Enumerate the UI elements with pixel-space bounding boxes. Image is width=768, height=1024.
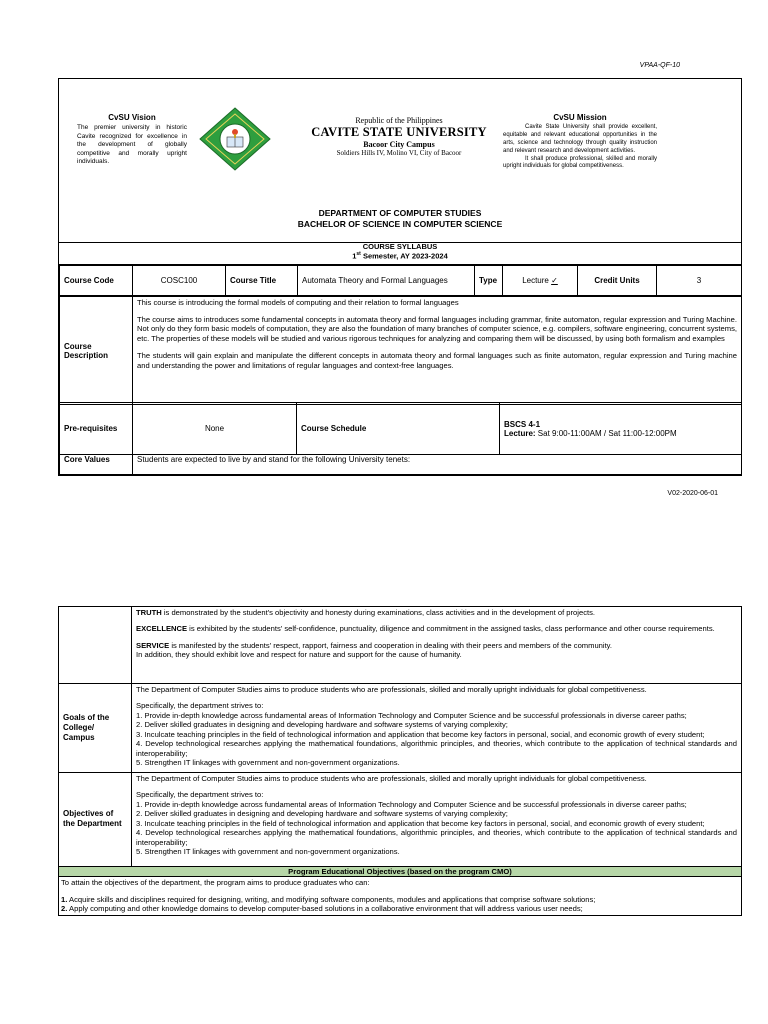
form-code: VPAA-QF-10 — [639, 62, 680, 69]
objectives-row — [59, 772, 742, 866]
course-description-label: Course Description — [60, 297, 133, 405]
peo-intro: To attain the objectives of the department, the program aims to produce graduates who can: — [61, 878, 370, 888]
objectives-intro: The Department of Computer Studies aims to produce students who are professionals, skilled and morally upright individuals for global competitiveness. — [136, 773, 647, 783]
goals-item-5: 5. Strengthen IT linkages with government and non-government organizations. — [136, 758, 400, 768]
core-values-label: Core Values — [60, 455, 133, 475]
lecture-schedule: Lecture: Sat 9:00-11:00AM / Sat 11:00-12:00PM — [504, 428, 677, 438]
course-schedule-label: Course Schedule — [297, 403, 500, 455]
description-para-2: The course aims to introduces some fundamental concepts in automata theory and formal languages including grammar, finite automaton, regular expression and Turing Machine. Not only do they form basic models of computation, they are also the foundation of many branches of computer science, e.g. compilers, software engineering, concurrent systems, etc. The properties of these models will be studied and various rigorous techniques for analyzing and comparing them will be discussed, by using both formalism and examples — [137, 314, 737, 344]
course-code-label: Course Code — [60, 266, 133, 296]
goals-row — [59, 684, 742, 773]
goals-item-4: 4. Develop technological researches applying the mathematical foundations, algorithmic principles, and theories, which contribute to the application of technical standards and interoperability; — [136, 739, 737, 758]
course-code-value: COSC100 — [133, 266, 226, 296]
university-block — [299, 116, 499, 157]
peo-text — [59, 877, 742, 915]
mission-block — [503, 113, 657, 171]
cvsu-seal-icon — [199, 107, 271, 171]
objectives-item-4: 4. Develop technological researches applying the mathematical foundations, algorithmic principles, and theories, which contribute to the application of technical standards and interoperability; — [136, 828, 737, 847]
description-row — [60, 297, 742, 405]
type-value: Lecture ✓ — [503, 266, 578, 296]
goals-item-3: 3. Inculcate teaching principles in the field of technological information and application that become key factors in personal, social, and economic growth of every student; — [136, 729, 705, 739]
section-name: BSCS 4-1 — [504, 419, 541, 429]
course-info-row — [60, 266, 742, 296]
objectives-item-3: 3. Inculcate teaching principles in the field of technological information and application that become key factors in personal, social, and economic growth of every student; — [136, 818, 705, 828]
credit-units-value: 3 — [657, 266, 742, 296]
description-table — [59, 296, 742, 405]
course-info-table — [59, 265, 742, 296]
mission-title: CvSU Mission — [553, 113, 607, 122]
peo-row — [59, 877, 742, 915]
syllabus-page-1 — [58, 78, 742, 476]
syllabus-header — [59, 79, 741, 243]
peo-item-1: 1. Acquire skills and disciplines required for designing, writing, and modifying software components, modules and applications that comprise software solutions; — [61, 894, 596, 904]
department-name: DEPARTMENT OF COMPUTER STUDIES — [318, 208, 482, 218]
objectives-item-1: 1. Provide in-depth knowledge across fundamental areas of Information Technology and Computer Science and be successful professionals in diverse career paths; — [136, 799, 687, 809]
vision-text: The premier university in historic Cavite recognized for excellence in the development of globally competitive and morally upright individuals. — [77, 124, 187, 166]
course-title-label: Course Title — [226, 266, 298, 296]
check-icon: ✓ — [551, 276, 558, 285]
goals-specifically: Specifically, the department strives to: — [136, 701, 264, 711]
schedule-table — [59, 402, 742, 475]
course-schedule-value — [500, 403, 742, 455]
semester-line: 1st Semester, AY 2023-2024 — [352, 251, 448, 261]
goals-item-1: 1. Provide in-depth knowledge across fundamental areas of Information Technology and Computer Science and be successful professionals in diverse career paths; — [136, 710, 687, 720]
mission-text-1: Cavite State University shall provide excellent, equitable and relevant educational opportunities in the arts, science and technology through quality instruction and relevant research and development activities. — [503, 124, 657, 154]
university-name: CAVITE STATE UNIVERSITY — [311, 125, 487, 139]
objectives-specifically: Specifically, the department strives to: — [136, 790, 264, 800]
syllabus-page-2 — [58, 606, 742, 916]
schedule-row — [60, 403, 742, 455]
goals-text — [132, 684, 742, 773]
version-code: V02-2020-06-01 — [667, 490, 718, 497]
service-value: SERVICE is manifested by the students' respect, rapport, fairness and cooperation in dealing with their peers and members of the community. In addition, they should exhibit love and respect for nature and support for the cause of humanity. — [136, 640, 613, 660]
core-values-continued-label — [59, 607, 132, 684]
vision-block — [77, 113, 187, 167]
goals-label: Goals of the College/ Campus — [59, 684, 132, 773]
campus-address: Soldiers Hills IV, Molino VI, City of Bacoor — [336, 149, 462, 157]
objectives-item-5: 5. Strengthen IT linkages with government and non-government organizations. — [136, 847, 400, 857]
goals-intro: The Department of Computer Studies aims to produce students who are professionals, skilled and morally upright individuals for global competitiveness. — [136, 685, 647, 694]
goals-item-2: 2. Deliver skilled graduates in designing and developing hardware and software systems of varying complexity; — [136, 720, 508, 730]
peo-item-2: 2. Apply computing and other knowledge domains to develop computer-based solutions in a collaborative environment that will address various user needs; — [61, 904, 583, 914]
syllabus-title: COURSE SYLLABUS — [362, 242, 438, 251]
course-title-value: Automata Theory and Formal Languages — [298, 266, 475, 296]
core-values-continued-text — [132, 607, 742, 684]
republic-text: Republic of the Philippines — [355, 116, 443, 125]
prerequisites-value: None — [133, 403, 297, 455]
objectives-label: Objectives of the Department — [59, 772, 132, 866]
peo-header-row — [59, 866, 742, 876]
description-para-1: This course is introducing the formal models of computing and their relation to formal languages — [137, 298, 459, 307]
objectives-item-2: 2. Deliver skilled graduates in designing and developing hardware and software systems of varying complexity; — [136, 809, 508, 819]
program-name: BACHELOR OF SCIENCE IN COMPUTER SCIENCE — [297, 219, 503, 230]
core-values-continued-row — [59, 607, 742, 684]
objectives-text — [132, 772, 742, 866]
truth-value: TRUTH is demonstrated by the student's objectivity and honesty during examinations, class activities and in the development of projects. — [136, 608, 596, 617]
department-heading — [59, 208, 741, 231]
course-description-text — [133, 297, 742, 405]
prerequisites-label: Pre-requisites — [60, 403, 133, 455]
type-label: Type — [475, 266, 503, 296]
campus-name: Bacoor City Campus — [363, 140, 435, 149]
values-goals-table — [58, 606, 742, 916]
core-values-row — [60, 455, 742, 475]
mission-text-2: It shall produce professional, skilled and morally upright individuals for global competitiveness. — [503, 155, 657, 170]
excellence-value: EXCELLENCE is exhibited by the students' self-confidence, punctuality, diligence and commitment in the assigned tasks, class performance and other course requirements. — [136, 624, 715, 634]
vision-title: CvSU Vision — [108, 113, 156, 122]
credit-units-label: Credit Units — [578, 266, 657, 296]
peo-header: Program Educational Objectives (based on the program CMO) — [59, 866, 742, 876]
description-para-3: The students will gain explain and manipulate the different concepts in automata theory and formal languages such as finite automaton, regular expression and Turing machine and understanding the power and limitations of regular languages and context-free languages. — [137, 350, 737, 370]
core-values-text: Students are expected to live by and stand for the following University tenets: — [133, 455, 742, 475]
syllabus-heading — [59, 242, 741, 265]
